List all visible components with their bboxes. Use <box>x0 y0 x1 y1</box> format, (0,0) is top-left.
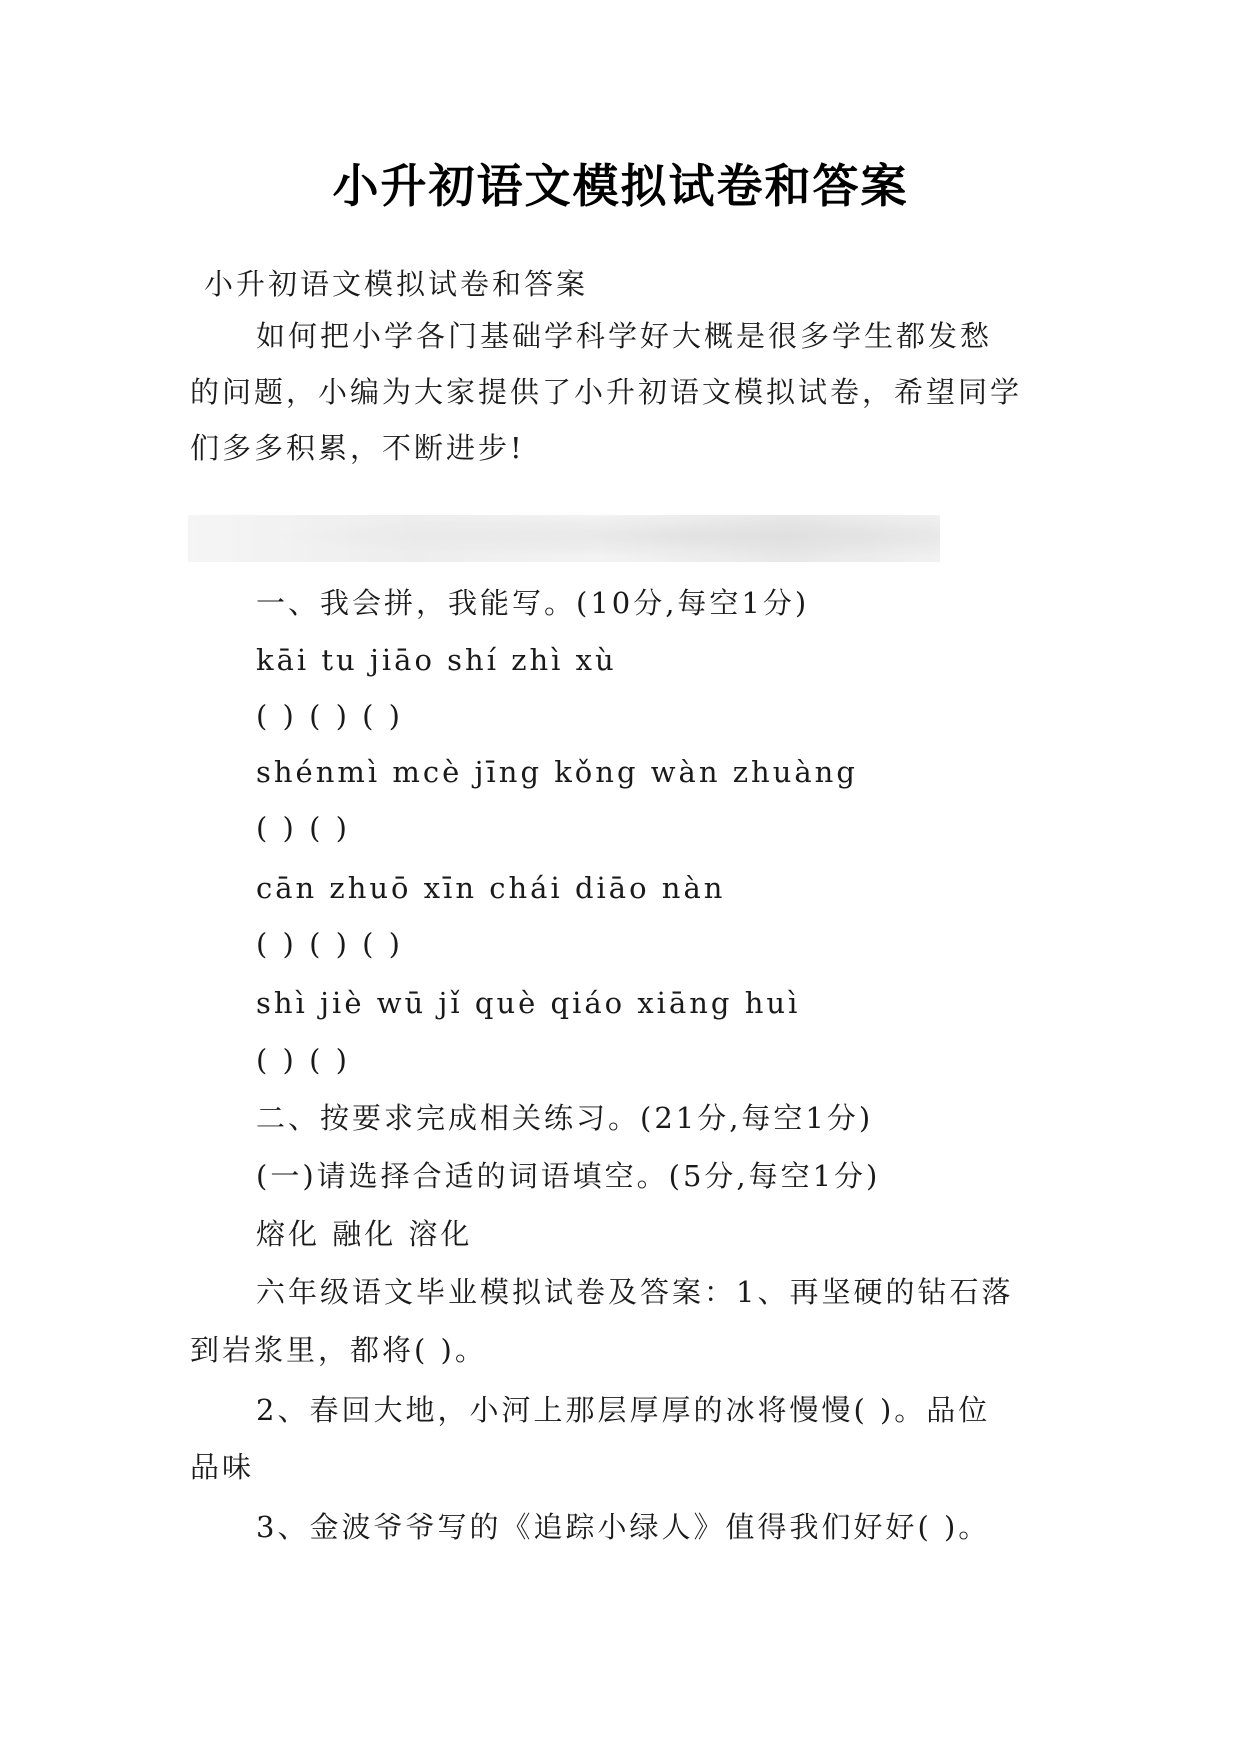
intro-line: 的问题，小编为大家提供了小升初语文模拟试卷，希望同学 <box>190 375 1023 409</box>
sub-question-heading: (一)请选择合适的词语填空。(5分,每空1分) <box>256 1159 881 1193</box>
answer-blanks-row: ( ) ( ) <box>256 1043 350 1077</box>
question-line: 2、春回大地，小河上那层厚厚的冰将慢慢( )。品位 <box>256 1393 991 1427</box>
intro-line: 们多多积累，不断进步! <box>190 431 525 465</box>
question-line: 六年级语文毕业模拟试卷及答案：1、再坚硬的钻石落 <box>256 1275 1014 1309</box>
answer-blanks-row: ( ) ( ) ( ) <box>256 927 403 961</box>
section2-heading: 二、按要求完成相关练习。(21分,每空1分) <box>256 1101 874 1135</box>
pinyin-row: shénmì mcè jīng kǒng wàn zhuàng <box>256 755 858 789</box>
pinyin-row: shì jiè wū jǐ què qiáo xiāng huì <box>256 986 801 1020</box>
document-title: 小升初语文模拟试卷和答案 <box>332 159 909 213</box>
intro-line: 如何把小学各门基础学科学好大概是很多学生都发愁 <box>256 319 993 353</box>
answer-blanks-row: ( ) ( ) <box>256 811 350 845</box>
answer-blanks-row: ( ) ( ) ( ) <box>256 699 403 733</box>
question-line: 3、金波爷爷写的《追踪小绿人》值得我们好好( )。 <box>256 1510 991 1544</box>
pinyin-row: kāi tu jiāo shí zhì xù <box>256 643 617 677</box>
section1-heading: 一、我会拼，我能写。(10分,每空1分) <box>256 586 810 620</box>
decorative-banner-image <box>188 515 940 562</box>
word-options: 熔化 融化 溶化 <box>256 1217 473 1251</box>
word-options: 品味 <box>190 1450 255 1484</box>
pinyin-row: cān zhuō xīn chái diāo nàn <box>256 871 726 905</box>
question-line: 到岩浆里，都将( )。 <box>190 1333 487 1367</box>
document-subtitle: 小升初语文模拟试卷和答案 <box>204 267 589 301</box>
